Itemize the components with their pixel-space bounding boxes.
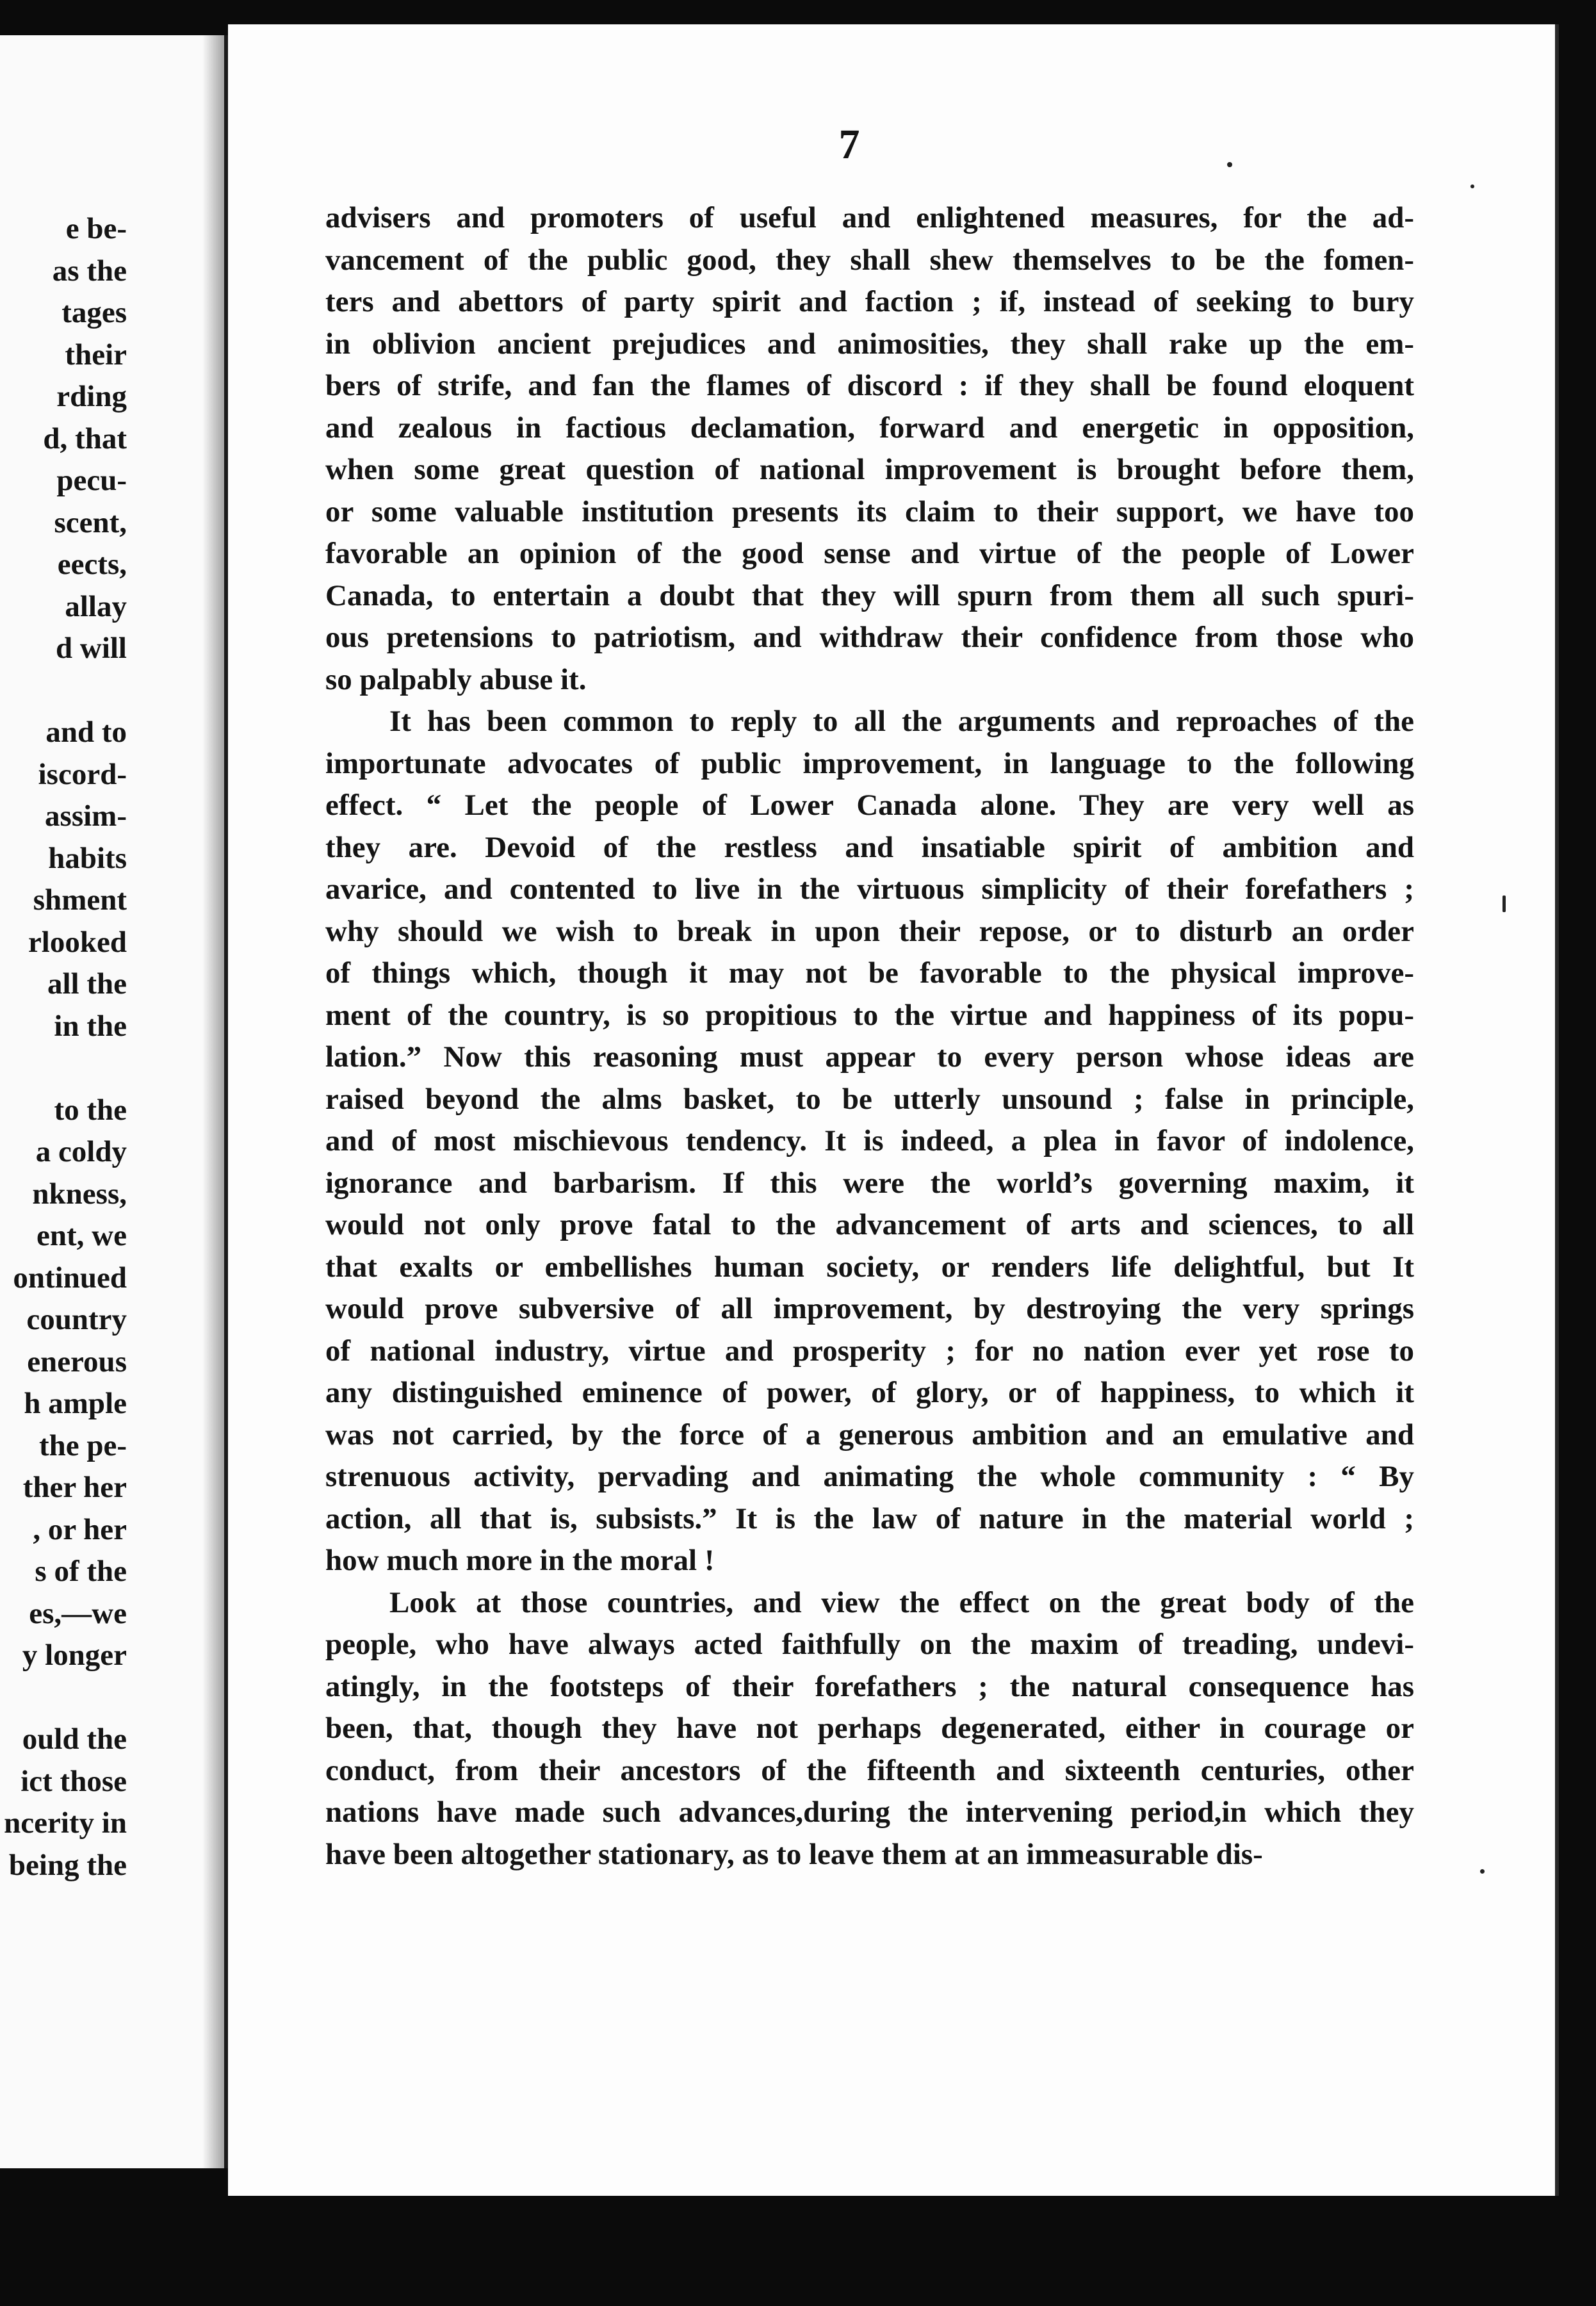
text-line: atingly, in the footsteps of their forefathers ; the natural consequence has: [325, 1669, 1414, 1703]
paragraph: [325, 1582, 1414, 1876]
ink-speck: [1227, 162, 1232, 167]
text-line: Look at those countries, and view the effect on the great body of the: [389, 1585, 1414, 1619]
text-line: how much more in the moral !: [325, 1544, 715, 1577]
text-line: and zealous in factious declamation, forward and energetic in opposition,: [325, 411, 1414, 445]
left-page-line: nkness,: [32, 1177, 127, 1211]
text-line: in oblivion ancient prejudices and animosities, they shall rake up the em-: [325, 327, 1414, 361]
left-page-line: shment: [33, 883, 127, 917]
text-line: advisers and promoters of useful and enlightened measures, for the ad-: [325, 201, 1414, 234]
text-line: favorable an opinion of the good sense and virtue of the people of Lower: [325, 537, 1414, 570]
text-line: It has been common to reply to all the arguments and reproaches of the: [389, 705, 1414, 738]
text-line: ignorance and barbarism. If this were the world’s governing maxim, it: [325, 1166, 1414, 1200]
text-line: vancement of the public good, they shall shew themselves to be the fomen-: [325, 243, 1414, 277]
left-page-line: ent, we: [37, 1219, 127, 1252]
left-page-line: ontinued: [13, 1261, 127, 1295]
left-page-line: country: [26, 1303, 127, 1336]
text-line: importunate advocates of public improvement, in language to the following: [325, 746, 1414, 780]
left-page-line: allay: [65, 589, 127, 623]
ink-speck: [1502, 895, 1506, 912]
paragraph: [325, 197, 1414, 701]
left-page-line: , or her: [33, 1512, 127, 1546]
left-page-line: and to: [45, 716, 127, 749]
text-line: bers of strife, and fan the flames of discord : if they shall be found eloquent: [325, 369, 1414, 402]
text-line: Canada, to entertain a doubt that they will spurn from them all such spuri-: [325, 578, 1414, 612]
text-line: have been altogether stationary, as to leave them at an immeasurable dis-: [325, 1837, 1263, 1871]
left-page-line: s of the: [35, 1555, 127, 1588]
text-line: people, who have always acted faithfully on the maxim of treading, undevi-: [325, 1628, 1414, 1661]
left-page-line: h ample: [24, 1387, 127, 1420]
left-page-text-fragments: [0, 208, 127, 1886]
left-page-line: ict those: [20, 1764, 127, 1798]
body-text: [325, 197, 1414, 1876]
left-page-line: scent,: [54, 505, 127, 539]
left-page-line: d will: [55, 632, 127, 665]
left-page-line: es,—we: [29, 1596, 127, 1630]
text-line: that exalts or embellishes human society, or renders life delightful, but It: [325, 1250, 1414, 1284]
left-page-line: [0, 1047, 127, 1090]
text-line: they are. Devoid of the restless and insatiable spirit of ambition and: [325, 830, 1414, 864]
text-line: would prove subversive of all improvement, by destroying the very springs: [325, 1292, 1414, 1325]
text-line: raised beyond the alms basket, to be utterly unsound ; false in principle,: [325, 1082, 1414, 1116]
text-line: nations have made such advances,during the intervening period,in which they: [325, 1795, 1414, 1829]
left-page-line: rlooked: [28, 925, 127, 959]
left-page-line: the pe-: [38, 1428, 127, 1462]
text-line: why should we wish to break in upon their repose, or to disturb an order: [325, 914, 1414, 948]
left-page-line: assim-: [45, 799, 127, 833]
text-line: action, all that is, subsists.” It is the law of nature in the material world ;: [325, 1501, 1414, 1535]
left-page-line: in the: [54, 1009, 127, 1043]
left-page-line: y longer: [22, 1639, 127, 1672]
left-page-line: [0, 670, 127, 712]
left-page-line: d, that: [43, 421, 127, 455]
left-page-line: rding: [56, 380, 127, 413]
right-page: [228, 24, 1559, 2196]
left-page-line: tages: [61, 296, 127, 329]
left-page-line: ould the: [22, 1722, 127, 1756]
paragraph: [325, 701, 1414, 1582]
text-line: ters and abettors of party spirit and faction ; if, instead of seeking to bury: [325, 285, 1414, 318]
left-page-line: ther her: [22, 1471, 127, 1504]
left-page-line: iscord-: [38, 757, 127, 791]
left-page-line: as the: [52, 254, 127, 288]
text-line: would not only prove fatal to the advancement of arts and sciences, to all: [325, 1208, 1414, 1241]
text-line: conduct, from their ancestors of the fifteenth and sixteenth centuries, other: [325, 1753, 1414, 1787]
left-page-line: habits: [48, 841, 127, 875]
text-line: lation.” Now this reasoning must appear to every person whose ideas are: [325, 1040, 1414, 1074]
text-line: avarice, and contented to live in the virtuous simplicity of their forefathers ;: [325, 872, 1414, 906]
left-page-line: [0, 1677, 127, 1719]
left-page-line: a coldy: [35, 1135, 127, 1168]
left-page-line: enerous: [27, 1345, 127, 1378]
ink-speck: [1480, 1869, 1485, 1874]
page-number: 7: [838, 121, 860, 168]
text-line: was not carried, by the force of a generous ambition and an emulative and: [325, 1418, 1414, 1451]
text-line: and of most mischievous tendency. It is indeed, a plea in favor of indolence,: [325, 1124, 1414, 1157]
text-line: ment of the country, is so propitious to the virtue and happiness of its popu-: [325, 998, 1414, 1032]
text-line: ous pretensions to patriotism, and withdraw their confidence from those who: [325, 621, 1414, 654]
text-line: strenuous activity, pervading and animating the whole community : “ By: [325, 1460, 1414, 1493]
text-line: of things which, though it may not be favorable to the physical improve-: [325, 956, 1414, 990]
text-line: when some great question of national improvement is brought before them,: [325, 453, 1414, 486]
text-line: effect. “ Let the people of Lower Canada alone. They are very well as: [325, 789, 1414, 822]
text-line: so palpably abuse it.: [325, 662, 587, 696]
left-page: [0, 35, 224, 2168]
text-line: of national industry, virtue and prosperity ; for no nation ever yet rose to: [325, 1334, 1414, 1368]
left-page-line: eects,: [57, 548, 127, 581]
left-page-line: all the: [47, 967, 127, 1001]
left-page-line: to the: [54, 1093, 127, 1127]
text-line: been, that, though they have not perhaps degenerated, either in courage or: [325, 1712, 1414, 1745]
ink-speck: [1470, 184, 1474, 188]
left-page-line: their: [65, 338, 127, 372]
left-page-line: ncerity in: [4, 1806, 127, 1840]
left-page-line: pecu-: [56, 464, 127, 497]
text-line: any distinguished eminence of power, of glory, or of happiness, to which it: [325, 1376, 1414, 1409]
left-page-line: e be-: [65, 212, 127, 245]
text-line: or some valuable institution presents its claim to their support, we have too: [325, 495, 1414, 528]
gutter-shadow: [202, 35, 224, 2168]
left-page-line: being the: [8, 1848, 127, 1882]
